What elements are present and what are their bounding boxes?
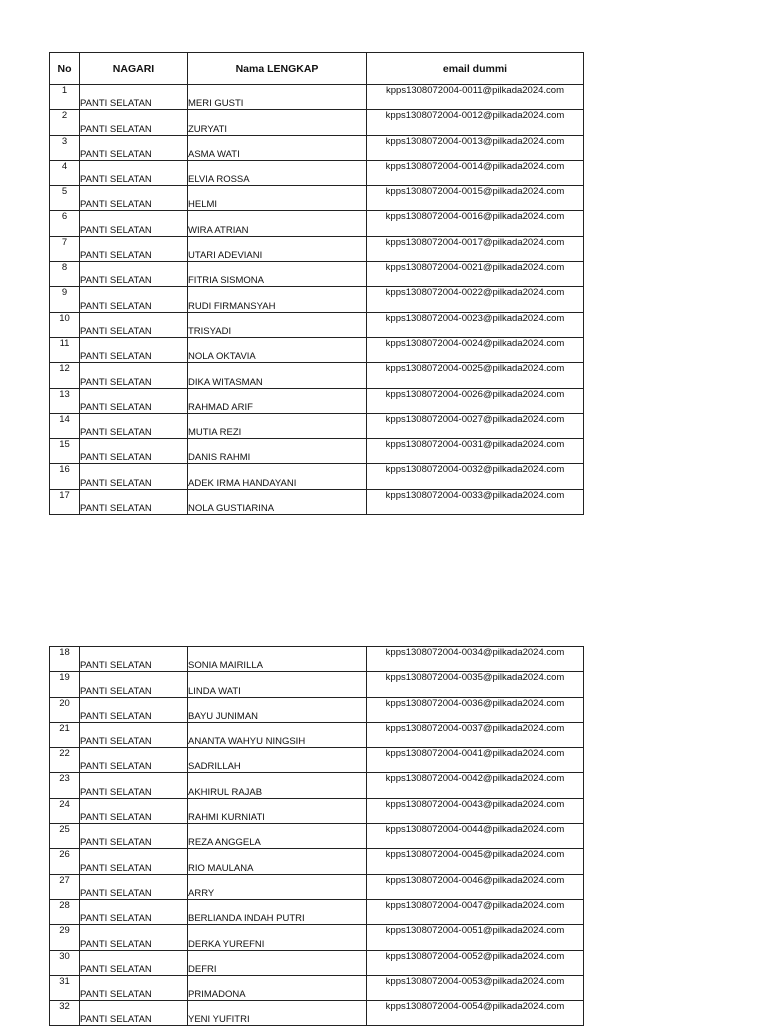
nagari-cell: PANTI SELATAN — [80, 773, 188, 798]
email-cell: kpps1308072004-0016@pilkada2024.com — [367, 211, 584, 236]
table-row — [50, 489, 584, 514]
table-row — [50, 697, 584, 722]
table-row — [50, 899, 584, 924]
table-row — [50, 1001, 584, 1026]
table-row — [50, 722, 584, 747]
nama-cell: MERI GUSTI — [188, 85, 367, 110]
nagari-cell: PANTI SELATAN — [80, 85, 188, 110]
row-number: 14 — [50, 413, 80, 438]
table-row — [50, 647, 584, 672]
nama-cell: NOLA GUSTIARINA — [188, 489, 367, 514]
nagari-cell: PANTI SELATAN — [80, 236, 188, 261]
nama-cell: ASMA WATI — [188, 135, 367, 160]
nagari-cell: PANTI SELATAN — [80, 489, 188, 514]
email-cell: kpps1308072004-0017@pilkada2024.com — [367, 236, 584, 261]
nama-cell: RUDI FIRMANSYAH — [188, 287, 367, 312]
table-row — [50, 388, 584, 413]
email-cell: kpps1308072004-0042@pilkada2024.com — [367, 773, 584, 798]
row-number: 5 — [50, 186, 80, 211]
email-cell: kpps1308072004-0035@pilkada2024.com — [367, 672, 584, 697]
header-nama-lengkap: Nama LENGKAP — [188, 53, 367, 85]
row-number: 23 — [50, 773, 80, 798]
email-cell: kpps1308072004-0031@pilkada2024.com — [367, 439, 584, 464]
nagari-cell: PANTI SELATAN — [80, 722, 188, 747]
row-number: 2 — [50, 110, 80, 135]
nagari-cell: PANTI SELATAN — [80, 135, 188, 160]
nagari-cell: PANTI SELATAN — [80, 798, 188, 823]
nama-cell: ARRY — [188, 874, 367, 899]
nama-cell: BAYU JUNIMAN — [188, 697, 367, 722]
nama-cell: SONIA MAIRILLA — [188, 647, 367, 672]
nagari-cell: PANTI SELATAN — [80, 925, 188, 950]
table-row — [50, 337, 584, 362]
email-cell: kpps1308072004-0047@pilkada2024.com — [367, 899, 584, 924]
nagari-cell: PANTI SELATAN — [80, 464, 188, 489]
nagari-cell: PANTI SELATAN — [80, 363, 188, 388]
email-cell: kpps1308072004-0025@pilkada2024.com — [367, 363, 584, 388]
row-number: 28 — [50, 899, 80, 924]
table-row — [50, 925, 584, 950]
email-cell: kpps1308072004-0022@pilkada2024.com — [367, 287, 584, 312]
row-number: 30 — [50, 950, 80, 975]
row-number: 8 — [50, 262, 80, 287]
nama-cell: YENI YUFITRI — [188, 1001, 367, 1026]
row-number: 17 — [50, 489, 80, 514]
table-row — [50, 950, 584, 975]
email-cell: kpps1308072004-0012@pilkada2024.com — [367, 110, 584, 135]
email-cell: kpps1308072004-0043@pilkada2024.com — [367, 798, 584, 823]
table-row — [50, 186, 584, 211]
table-row — [50, 211, 584, 236]
nama-cell: SADRILLAH — [188, 748, 367, 773]
row-number: 9 — [50, 287, 80, 312]
nama-cell: RIO MAULANA — [188, 849, 367, 874]
nagari-cell: PANTI SELATAN — [80, 439, 188, 464]
email-cell: kpps1308072004-0013@pilkada2024.com — [367, 135, 584, 160]
nagari-cell: PANTI SELATAN — [80, 160, 188, 185]
table-row — [50, 312, 584, 337]
nama-cell: BERLIANDA INDAH PUTRI — [188, 899, 367, 924]
email-cell: kpps1308072004-0053@pilkada2024.com — [367, 975, 584, 1000]
row-number: 15 — [50, 439, 80, 464]
header-nagari: NAGARI — [80, 53, 188, 85]
nama-cell: NOLA OKTAVIA — [188, 337, 367, 362]
nama-cell: DEFRI — [188, 950, 367, 975]
nagari-cell: PANTI SELATAN — [80, 672, 188, 697]
row-number: 20 — [50, 697, 80, 722]
email-cell: kpps1308072004-0033@pilkada2024.com — [367, 489, 584, 514]
header-row — [50, 53, 584, 85]
table-row — [50, 874, 584, 899]
email-cell: kpps1308072004-0052@pilkada2024.com — [367, 950, 584, 975]
row-number: 22 — [50, 748, 80, 773]
nagari-cell: PANTI SELATAN — [80, 287, 188, 312]
table-row — [50, 672, 584, 697]
table-row — [50, 464, 584, 489]
table-body-1 — [50, 85, 584, 515]
nama-cell: LINDA WATI — [188, 672, 367, 697]
table-row — [50, 773, 584, 798]
row-number: 12 — [50, 363, 80, 388]
email-cell: kpps1308072004-0044@pilkada2024.com — [367, 824, 584, 849]
nagari-cell: PANTI SELATAN — [80, 874, 188, 899]
header-email: email dummi — [367, 53, 584, 85]
nagari-cell: PANTI SELATAN — [80, 950, 188, 975]
nama-cell: RAHMI KURNIATI — [188, 798, 367, 823]
row-number: 26 — [50, 849, 80, 874]
nagari-cell: PANTI SELATAN — [80, 388, 188, 413]
row-number: 3 — [50, 135, 80, 160]
email-cell: kpps1308072004-0041@pilkada2024.com — [367, 748, 584, 773]
nama-cell: HELMI — [188, 186, 367, 211]
email-cell: kpps1308072004-0045@pilkada2024.com — [367, 849, 584, 874]
nagari-cell: PANTI SELATAN — [80, 337, 188, 362]
nama-cell: DIKA WITASMAN — [188, 363, 367, 388]
email-cell: kpps1308072004-0034@pilkada2024.com — [367, 647, 584, 672]
table-row — [50, 975, 584, 1000]
table-row — [50, 262, 584, 287]
nagari-cell: PANTI SELATAN — [80, 975, 188, 1000]
email-cell: kpps1308072004-0027@pilkada2024.com — [367, 413, 584, 438]
email-cell: kpps1308072004-0051@pilkada2024.com — [367, 925, 584, 950]
table-row — [50, 236, 584, 261]
email-cell: kpps1308072004-0046@pilkada2024.com — [367, 874, 584, 899]
email-cell: kpps1308072004-0023@pilkada2024.com — [367, 312, 584, 337]
table-row — [50, 287, 584, 312]
row-number: 1 — [50, 85, 80, 110]
email-cell: kpps1308072004-0024@pilkada2024.com — [367, 337, 584, 362]
email-cell: kpps1308072004-0054@pilkada2024.com — [367, 1001, 584, 1026]
nama-cell: FITRIA SISMONA — [188, 262, 367, 287]
table-row — [50, 413, 584, 438]
nagari-cell: PANTI SELATAN — [80, 697, 188, 722]
nama-cell: TRISYADI — [188, 312, 367, 337]
nagari-cell: PANTI SELATAN — [80, 647, 188, 672]
nagari-cell: PANTI SELATAN — [80, 413, 188, 438]
email-cell: kpps1308072004-0037@pilkada2024.com — [367, 722, 584, 747]
email-cell: kpps1308072004-0021@pilkada2024.com — [367, 262, 584, 287]
table-row — [50, 798, 584, 823]
row-number: 21 — [50, 722, 80, 747]
email-cell: kpps1308072004-0011@pilkada2024.com — [367, 85, 584, 110]
nama-cell: ANANTA WAHYU NINGSIH — [188, 722, 367, 747]
table-row — [50, 363, 584, 388]
nagari-cell: PANTI SELATAN — [80, 262, 188, 287]
row-number: 11 — [50, 337, 80, 362]
nagari-cell: PANTI SELATAN — [80, 110, 188, 135]
data-table-1 — [49, 52, 584, 515]
nama-cell: REZA ANGGELA — [188, 824, 367, 849]
row-number: 4 — [50, 160, 80, 185]
nama-cell: AKHIRUL RAJAB — [188, 773, 367, 798]
table-row — [50, 160, 584, 185]
nagari-cell: PANTI SELATAN — [80, 899, 188, 924]
table-row — [50, 135, 584, 160]
nama-cell: ELVIA ROSSA — [188, 160, 367, 185]
email-cell: kpps1308072004-0015@pilkada2024.com — [367, 186, 584, 211]
nama-cell: PRIMADONA — [188, 975, 367, 1000]
row-number: 6 — [50, 211, 80, 236]
table-body-2 — [50, 647, 584, 1026]
row-number: 24 — [50, 798, 80, 823]
row-number: 10 — [50, 312, 80, 337]
nagari-cell: PANTI SELATAN — [80, 211, 188, 236]
row-number: 18 — [50, 647, 80, 672]
nagari-cell: PANTI SELATAN — [80, 849, 188, 874]
table-row — [50, 439, 584, 464]
row-number: 7 — [50, 236, 80, 261]
row-number: 32 — [50, 1001, 80, 1026]
email-cell: kpps1308072004-0014@pilkada2024.com — [367, 160, 584, 185]
nagari-cell: PANTI SELATAN — [80, 748, 188, 773]
nama-cell: WIRA ATRIAN — [188, 211, 367, 236]
nama-cell: ZURYATI — [188, 110, 367, 135]
email-cell: kpps1308072004-0036@pilkada2024.com — [367, 697, 584, 722]
nama-cell: DERKA YUREFNI — [188, 925, 367, 950]
email-cell: kpps1308072004-0026@pilkada2024.com — [367, 388, 584, 413]
nama-cell: ADEK IRMA HANDAYANI — [188, 464, 367, 489]
nagari-cell: PANTI SELATAN — [80, 312, 188, 337]
nagari-cell: PANTI SELATAN — [80, 186, 188, 211]
nama-cell: MUTIA REZI — [188, 413, 367, 438]
table-row — [50, 849, 584, 874]
row-number: 19 — [50, 672, 80, 697]
nama-cell: RAHMAD ARIF — [188, 388, 367, 413]
data-table-2 — [49, 646, 584, 1026]
row-number: 13 — [50, 388, 80, 413]
nagari-cell: PANTI SELATAN — [80, 824, 188, 849]
email-cell: kpps1308072004-0032@pilkada2024.com — [367, 464, 584, 489]
nama-cell: UTARI ADEVIANI — [188, 236, 367, 261]
table-row — [50, 85, 584, 110]
row-number: 16 — [50, 464, 80, 489]
nagari-cell: PANTI SELATAN — [80, 1001, 188, 1026]
header-no: No — [50, 53, 80, 85]
row-number: 27 — [50, 874, 80, 899]
row-number: 29 — [50, 925, 80, 950]
table-row — [50, 110, 584, 135]
row-number: 25 — [50, 824, 80, 849]
row-number: 31 — [50, 975, 80, 1000]
table-row — [50, 824, 584, 849]
nama-cell: DANIS RAHMI — [188, 439, 367, 464]
table-row — [50, 748, 584, 773]
